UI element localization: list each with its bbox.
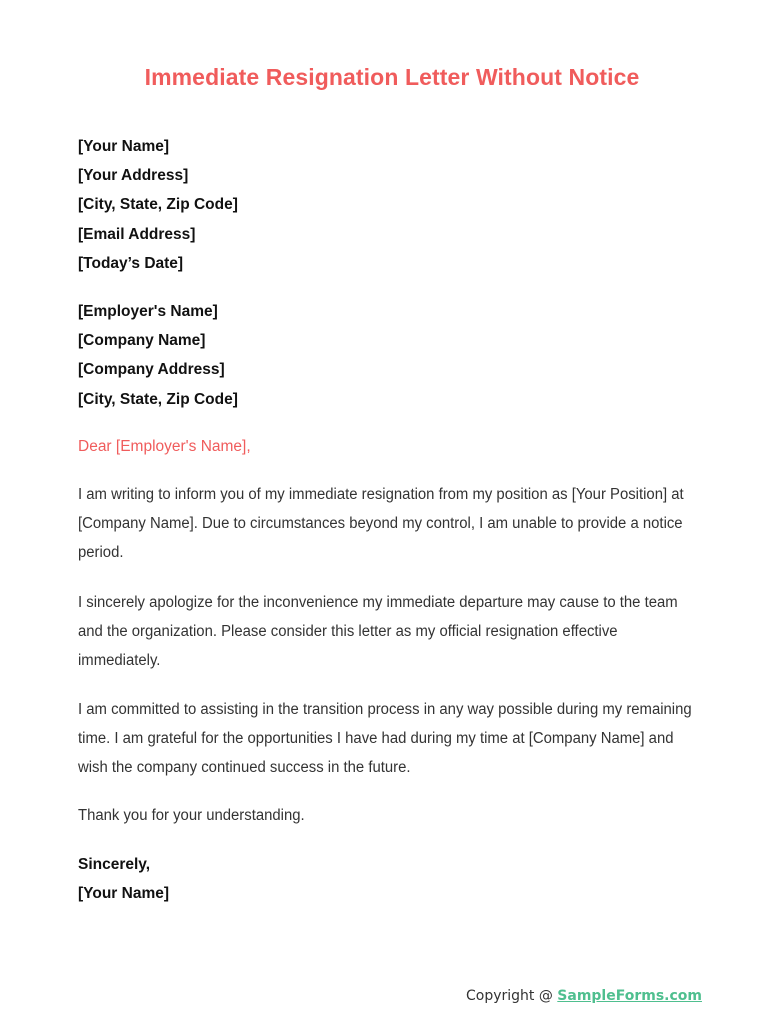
sampleforms-link[interactable]: SampleForms.com bbox=[557, 988, 702, 1004]
closing-block bbox=[78, 850, 169, 908]
paragraph-3: I am committed to assisting in the transition process in any way possible during my remaining time. I am grateful for the opportunities I have had during my time at [Company Name] and wish the company continued success in the future. bbox=[78, 701, 692, 777]
sender-address: [Your Address] bbox=[78, 167, 189, 185]
recipient-name: [Employer's Name] bbox=[78, 303, 218, 320]
recipient-address: [Company Address] bbox=[78, 361, 225, 379]
copyright-footer bbox=[466, 988, 702, 1004]
sender-city: [City, State, Zip Code] bbox=[78, 196, 238, 214]
sender-block bbox=[78, 132, 238, 278]
closing-name: [Your Name] bbox=[78, 885, 170, 903]
paragraph-1: I am writing to inform you of my immediate resignation from my position as [Your Position] at [Company Name]. Due to circumstances beyond my control, I am unable to provide a notice period. bbox=[78, 486, 684, 562]
recipient-company: [Company Name] bbox=[78, 332, 206, 350]
document-title: Immediate Resignation Letter Without Notice bbox=[144, 64, 640, 90]
salutation: Dear [Employer's Name], bbox=[78, 438, 251, 455]
sender-date: [Today’s Date] bbox=[78, 254, 184, 272]
paragraph-2: I sincerely apologize for the inconvenience my immediate departure may cause to the team and the organization. Please consider this letter as my official resignation effective immediately. bbox=[78, 594, 678, 670]
sender-name: [Your Name] bbox=[78, 138, 170, 155]
recipient-block bbox=[78, 297, 238, 414]
recipient-city: [City, State, Zip Code] bbox=[78, 390, 238, 408]
closing-word: Sincerely, bbox=[78, 856, 151, 873]
copyright-prefix: Copyright @ bbox=[465, 988, 558, 1004]
paragraph-4: Thank you for your understanding. bbox=[78, 807, 305, 824]
sender-email: [Email Address] bbox=[78, 225, 196, 243]
